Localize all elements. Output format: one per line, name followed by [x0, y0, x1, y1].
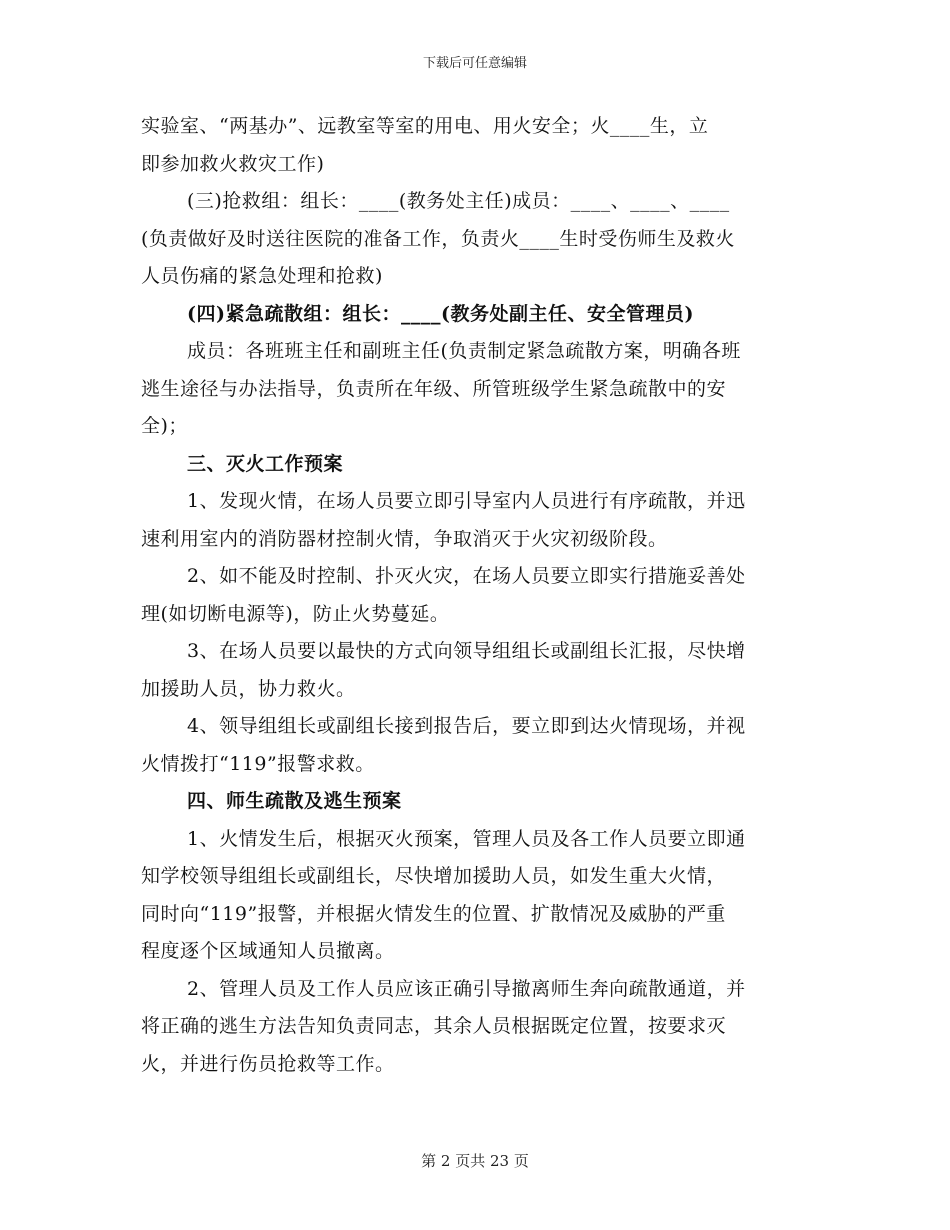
paragraph-start: 4、领导组组长或副组长接到报告后，要立即到达火情现场，并视 [187, 715, 746, 737]
paragraph-start: 3、在场人员要以最快的方式向领导组组长或副组长汇报，尽快增 [187, 640, 746, 662]
text-line: 火情拨打“119”报警求救。 [141, 752, 375, 775]
text-line: 火，并进行伤员抢救等工作。 [141, 1052, 395, 1075]
text-line: 逃生途径与办法指导，负责所在年级、所管班级学生紧急疏散中的安 [141, 377, 727, 400]
text-line: 将正确的逃生方法告知负责同志，其余人员根据既定位置，按要求灭 [141, 1015, 727, 1037]
paragraph-start: 1、发现火情，在场人员要立即引导室内人员进行有序疏散，并迅 [187, 490, 746, 512]
text-line: 加援助人员，协力救火。 [141, 677, 356, 700]
text-line: 全)； [141, 415, 188, 437]
paragraph-start: 1、火情发生后，根据灭火预案，管理人员及各工作人员要立即通 [187, 827, 746, 850]
text-line: 实验室、“两基办”、远教室等室的用电、用火安全；火____生，立 [141, 115, 709, 137]
section-heading: (四)紧急疏散组：组长：____(教务处副主任、安全管理员) [187, 302, 694, 325]
section-heading: 三、灭火工作预案 [187, 452, 344, 475]
paragraph-start: 成员：各班班主任和副班主任(负责制定紧急疏散方案，明确各班 [187, 340, 741, 362]
document-body [141, 108, 809, 1083]
page-header: 下载后可任意编辑 [422, 56, 527, 71]
text-line: 速利用室内的消防器材控制火情，争取消灭于火灾初级阶段。 [141, 527, 668, 550]
text-line: 即参加救火救灾工作) [141, 152, 325, 175]
page-footer: 第 2 页共 23 页 [421, 1152, 529, 1170]
text-line: 同时向“119”报警，并根据火情发生的位置、扩散情况及威胁的严重 [141, 902, 726, 925]
paragraph-start: (三)抢救组：组长：____(教务处主任)成员：____、____、____ [187, 190, 730, 212]
section-heading: 四、师生疏散及逃生预案 [187, 790, 402, 812]
text-line: (负责做好及时送往医院的准备工作，负责火____生时受伤师生及救火 [141, 227, 735, 250]
paragraph-start: 2、管理人员及工作人员应该正确引导撤离师生奔向疏散通道，并 [187, 977, 746, 1000]
text-line: 人员伤痛的紧急处理和抢救) [141, 265, 383, 287]
text-line: 程度逐个区域通知人员撤离。 [141, 940, 395, 962]
text-line: 理(如切断电源等)，防止火势蔓延。 [141, 602, 450, 625]
paragraph-start: 2、如不能及时控制、扑灭火灾，在场人员要立即实行措施妥善处 [187, 565, 746, 587]
text-line: 知学校领导组组长或副组长，尽快增加援助人员，如发生重大火情， [141, 865, 727, 887]
